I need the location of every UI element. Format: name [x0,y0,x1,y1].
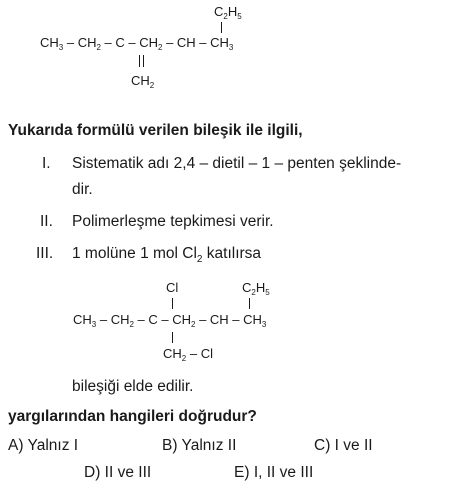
bond-vertical [249,298,250,309]
option-b[interactable]: B) Yalnız II [162,437,237,454]
ethyl-branch-top: $C_2H_5$ [214,4,242,21]
double-bond-line-a [139,55,140,67]
item-text: 1 molüne 1 mol $Cl_2$ katılırsa [72,245,262,266]
double-bond-line-b [143,55,144,67]
bond-vertical [221,22,222,33]
option-c[interactable]: C) I ve II [314,437,373,454]
option-e[interactable]: E) I, II ve III [234,464,314,481]
item-text: Polimerleşme tepkimesi verir. [72,213,274,230]
main-chain-1: $CH_3 - CH_2$ – C – $CH_2$ – CH – $CH_3$ [40,35,234,52]
main-chain-2: $CH_3 - CH_2$ – C – $CH_2$ – CH – $CH_3$ [73,312,267,329]
item-number: II. [40,213,53,230]
item-number: III. [36,245,54,262]
chloromethyl-branch: $CH_2$ – Cl [163,346,213,363]
question-ask: yargılarından hangileri doğrudur? [8,408,257,425]
bond-vertical [172,298,173,309]
item-text-cont: dir. [72,181,93,198]
methylene-branch-bottom: $CH_2$ [131,73,155,90]
ethyl-branch-top: $C_2H_5$ [242,280,270,297]
item-tail: bileşiği elde edilir. [72,378,194,395]
option-a[interactable]: A) Yalnız I [8,437,79,454]
item-text: Sistematik adı 2,4 – dietil – 1 – penten şeklinde- [72,155,402,172]
option-d[interactable]: D) II ve III [84,464,152,481]
bond-vertical [172,332,173,343]
question-stem: Yukarıda formülü verilen bileşik ile ilgili, [8,122,303,139]
chlorine-top: Cl [166,280,179,295]
item-number: I. [42,155,51,172]
